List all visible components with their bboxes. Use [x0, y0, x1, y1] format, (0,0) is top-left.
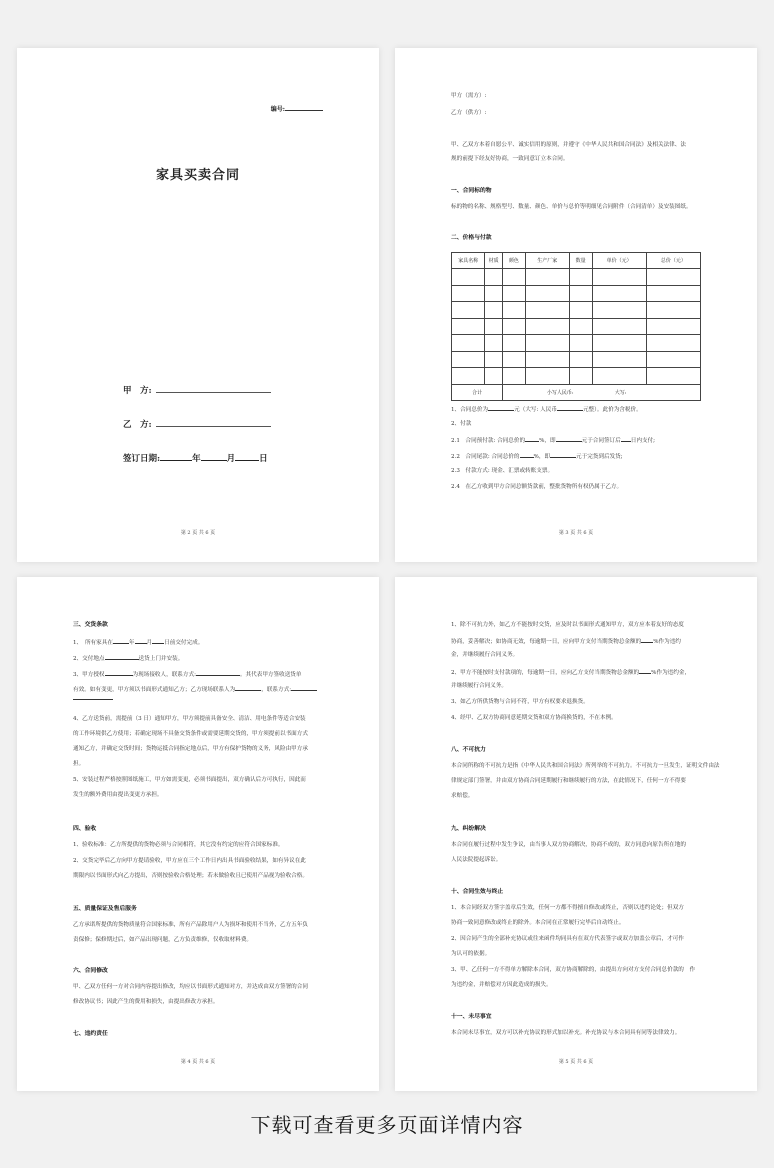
paragraph: 本合同所称的不可抗力是指《中华人民共和国合同法》所列举的不可抗力。不可抗力一旦发生，证明文件由法 [451, 763, 720, 769]
sign-date-label: 签订日期: [123, 454, 161, 464]
paragraph [73, 637, 203, 647]
sign-month-label: 月 [226, 454, 236, 464]
table-total-label: 合计 [452, 384, 503, 401]
table-row [452, 351, 701, 368]
text-span: %作为违约金， [651, 670, 691, 676]
text-span: 1、 所有家具在 [73, 640, 113, 646]
paragraph [73, 653, 183, 663]
party-a-label: 甲 方: [123, 386, 152, 396]
table-total-row [452, 384, 701, 401]
paragraph: 3、如乙方所供货物与合同不符，甲方有权要求退换货。 [451, 699, 589, 705]
paragraph: 1、本合同经双方签字盖章后生效，任何一方都不得擅自修改或终止，否则以违约论处；但双方 [451, 905, 684, 911]
text-span: 1、合同总价为 [451, 407, 489, 413]
section-heading: 八、不可抗力 [451, 747, 486, 753]
paragraph: 发生的额外费用由提出变更方承担。 [73, 792, 163, 798]
page-2 [395, 48, 757, 562]
party-a-blank [156, 384, 271, 393]
blank-field [550, 451, 576, 458]
blank-field [196, 669, 240, 676]
paragraph: 修改协议书；因此产生的费用和损失，由提出修改方承担。 [73, 999, 219, 1005]
paragraph: 责保修；保修期过后，如产品出现问题，乙方负责维修，仅收取材料费。 [73, 937, 253, 943]
blank-field [488, 404, 514, 411]
table-row [452, 318, 701, 335]
table-header-cell: 总价（元） [646, 253, 700, 269]
paragraph [73, 684, 317, 694]
paragraph: 律规定部门签署，并由双方协商合同延期履行和继续履行的方法，在此情况下，任何一方不得要 [451, 778, 686, 784]
page-footer: 第 4 页 共 6 页 [180, 1059, 216, 1065]
payment-line: 2.3 付款方式: 现金、汇票或转账支票。 [451, 468, 554, 474]
section-heading: 六、合同修改 [73, 968, 108, 974]
text-span: 月 [146, 640, 153, 646]
section-heading: 一、合同标的物 [451, 188, 492, 194]
page-3 [17, 577, 379, 1091]
paragraph [73, 669, 302, 679]
blank-field [135, 637, 147, 644]
section-heading: 五、质量保证及售后服务 [73, 906, 137, 912]
table-header-cell: 单价（元） [592, 253, 646, 269]
paragraph: 金，并继续履行合同义务。 [451, 652, 519, 658]
section-heading: 二、价格与付款 [451, 235, 492, 241]
party-b-line [123, 418, 271, 430]
paragraph: 为违约金，并赔偿对方因此造成的损失。 [451, 982, 552, 988]
paragraph: 4、经甲、乙双方协商同意延期交货和双方协商换货的，不在本例。 [451, 715, 617, 721]
paragraph: 本合同未尽事宜，双方可以补充协议的形式加以补充。补充协议与本合同具有同等法律效力。 [451, 1030, 681, 1036]
table-upper-label: 小写人民币: [546, 389, 574, 396]
blank-field [525, 435, 539, 442]
text-span: 3、甲方授权 [73, 672, 105, 678]
sign-year-label: 年 [192, 454, 201, 464]
table-header-cell: 家具名称 [452, 253, 485, 269]
text-span: 2、甲方不能按时支付款项的，每逾期一日，应向乙方支付当期货物总金额的 [451, 670, 640, 676]
party-b-text: 乙方（供方）: [451, 110, 487, 116]
page-footer: 第 2 页 共 6 页 [180, 530, 216, 536]
price-table [451, 252, 701, 401]
payment-line: 2、付款 [451, 421, 472, 427]
text-span: 日内支付; [630, 438, 656, 444]
paragraph: 期限内以书面形式向乙方提出，否则按验收合格处理；若未做验收且已使用产品视为验收合格。 [73, 873, 308, 879]
text-span: 元于完货到后发货; [576, 454, 623, 460]
payment-line [451, 404, 642, 414]
text-span: 为现场接收人，联系方式: [132, 672, 196, 678]
blank-field [152, 637, 164, 644]
table-header-cell: 材质 [485, 253, 503, 269]
text-span: 日前交付完成。 [164, 640, 204, 646]
table-header-cell: 颜色 [502, 253, 525, 269]
page-4 [395, 577, 757, 1091]
table-row [452, 285, 701, 302]
table-header-cell: 数量 [569, 253, 592, 269]
paragraph: 并继续履行合同义务。 [451, 683, 507, 689]
payment-line: 2.4 在乙方收到甲方合同总额货款前，整批货物所有权仍属于乙方。 [451, 484, 623, 490]
paragraph: 求赔偿。 [451, 793, 474, 799]
paragraph: 本合同在履行过程中发生争议，由当事人双方协商解决，协商不成的，双方同意向原告所在地的 [451, 842, 686, 848]
text-span: 2.2 合同尾款: 合同总价的 [451, 454, 520, 460]
table-row [452, 368, 701, 385]
party-b-label: 乙 方: [123, 420, 152, 430]
table-header-cell: 生产厂家 [525, 253, 569, 269]
text-span: 年 [128, 640, 135, 646]
blank-field [105, 653, 139, 660]
text-span: 元整）。此价为含税价。 [582, 407, 642, 413]
paragraph [451, 667, 690, 677]
page-cover [17, 48, 379, 562]
text-span: ，联系方式: [261, 687, 292, 693]
sign-date-line [123, 452, 268, 464]
blank-field [520, 451, 534, 458]
blank-field [113, 637, 129, 644]
text-span: 有效。如有变更，甲方须以书面形式通知乙方；乙方现场联系人为 [73, 687, 236, 693]
paragraph: 2、因合同产生的全部补充协议或往来函件均同具有在双方代表签字或双方加盖公章后，才可作 [451, 936, 684, 942]
blank-field [235, 684, 261, 691]
paragraph: 4、乙方送货前，需提前（3 日）通知甲方，甲方须提前具备安全、清洁、用电条件等适合安装 [73, 716, 306, 722]
section-heading: 十一、未尽事宜 [451, 1014, 492, 1020]
paragraph: 1、除不可抗力外，如乙方不能按时交货，应及时以书面形式通知甲方，双方应本着友好的态度 [451, 622, 684, 628]
paragraph: 2、交货完毕后乙方向甲方提请验收，甲方应在三个工作日内出具书面验收结果，如有异议在此 [73, 858, 306, 864]
table-row [452, 269, 701, 286]
sign-day-blank [235, 452, 259, 461]
paragraph: 3、甲、乙任何一方不得单方解除本合同，双方协商解除的，由提出方向对方支付合同总价款的 作 [451, 967, 696, 973]
payment-line [451, 435, 655, 445]
payment-line [451, 451, 623, 461]
section-heading: 四、验收 [73, 826, 97, 832]
text-span: 。其代表甲方签收送货单 [239, 672, 302, 678]
table-capital-label: 大写: [614, 389, 627, 396]
paragraph: 为认可的依据。 [451, 951, 491, 957]
download-caption: 下载可查看更多页面详情内容 [250, 1113, 524, 1137]
paragraph: 5、安装过程严格按照图纸施工，甲方如需变更，必须书面提出，双方确认后方可执行，因此而 [73, 777, 306, 783]
sign-year-blank [160, 452, 192, 461]
text-span: 元于合同签订后 [581, 438, 621, 444]
text-span: 送货上门并安装。 [138, 656, 184, 662]
blank-field [73, 699, 113, 700]
page-footer: 第 5 页 共 6 页 [558, 1059, 594, 1065]
table-row [452, 335, 701, 352]
page-footer: 第 3 页 共 6 页 [558, 530, 594, 536]
blank-field [557, 404, 583, 411]
paragraph: 标的物的名称、规格型号、数量、颜色、单价与总价等明细见合同附件（合同清单）及安装图纸。 [451, 204, 692, 210]
section-heading: 三、交货条款 [73, 622, 108, 628]
paragraph: 人民法院提起诉讼。 [451, 857, 502, 863]
paragraph [451, 636, 681, 646]
paragraph: 担。 [73, 761, 85, 767]
table-row [452, 302, 701, 319]
blank-field [641, 636, 653, 643]
paragraph: 协商一致同意修改或终止的除外。本合同在正常履行完毕后自动终止。 [451, 920, 625, 926]
blank-field [105, 669, 133, 676]
paragraph: 的工作环境供乙方使用；若确定现场不具备交货条件或需要延期交货的，甲方须提前以书面方式 [73, 731, 308, 737]
text-span: 2、交付地点 [73, 656, 105, 662]
text-span: %，即 [533, 454, 551, 460]
paragraph: 甲、乙双方任何一方对合同内容提出修改，均应以书面形式通知对方，并达成由双方签署的合同 [73, 984, 308, 990]
contract-number-blank [285, 104, 323, 111]
sign-month-blank [201, 452, 227, 461]
document-title: 家具买卖合同 [155, 168, 240, 183]
blank-field [291, 684, 317, 691]
blank-field [556, 435, 582, 442]
contract-number [271, 104, 323, 113]
party-a-text: 甲方（需方）: [451, 93, 487, 99]
paragraph: 乙方承诺所提供的货物质量符合国家标准，所有产品除用户人为损坏和使用不当外，乙方五年负 [73, 922, 308, 928]
text-span: %作为违约 [653, 639, 681, 645]
section-heading: 九、纠纷解决 [451, 826, 486, 832]
party-b-blank [156, 418, 271, 427]
text-span: %，即 [539, 438, 556, 444]
intro-line: 规的前提下经友好协商，一致同意订立本合同。 [451, 156, 569, 162]
contract-number-label: 编号: [270, 106, 285, 113]
paragraph: 1、验收标准：乙方所提供的货物必须与合同相符，其它没有约定的应符合国家标准。 [73, 842, 284, 848]
section-heading: 七、违约责任 [73, 1031, 108, 1037]
sign-day-label: 日 [259, 454, 268, 464]
blank-field [621, 435, 631, 442]
party-a-line [123, 384, 271, 396]
text-span: 协商，妥善解决；如协商无效，每逾期一日，应向甲方支付当期货物总金额的 [451, 639, 642, 645]
blank-field [639, 667, 651, 674]
intro-line: 甲、乙双方本着自愿公平、诚实信用的原则，并遵守《中华人民共和国合同法》及相关法律、法 [451, 142, 686, 148]
text-span: 元（大写: 人民币 [514, 407, 557, 413]
text-span: 2.1 合同预付款: 合同总价的 [451, 438, 526, 444]
table-total-value [502, 384, 700, 401]
section-heading: 十、合同生效与终止 [451, 889, 504, 895]
paragraph: 通知乙方，并确定交货时间；货物运抵合同指定地点后，甲方有保护货物的义务，风险由甲方承 [73, 746, 308, 752]
table-header-row [452, 253, 701, 269]
